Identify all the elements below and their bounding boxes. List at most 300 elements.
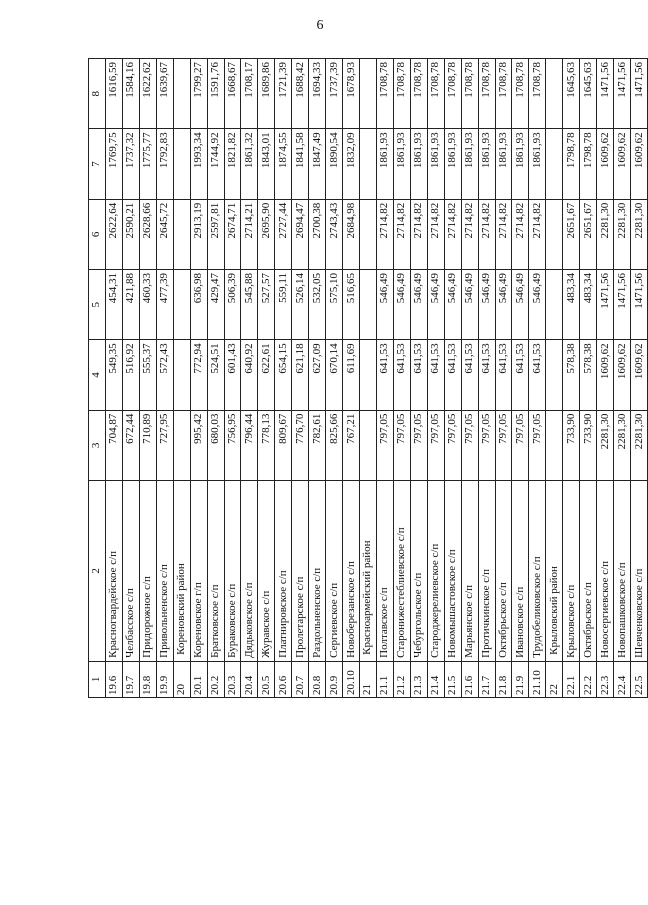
value-cell: 1799,27 <box>190 59 207 129</box>
value-cell: 1843,01 <box>258 129 275 199</box>
row-name: Трудобеликовское с/п <box>529 481 546 662</box>
value-cell: 797,05 <box>461 410 478 480</box>
value-cell: 546,49 <box>495 270 512 340</box>
table-row <box>224 59 241 698</box>
value-cell: 2743,43 <box>326 199 343 269</box>
row-name: Кореновское г/п <box>190 481 207 662</box>
value-cell: 572,43 <box>156 340 173 410</box>
value-cell: 772,94 <box>190 340 207 410</box>
value-cell: 1861,93 <box>427 129 444 199</box>
row-name: Красногвардейское с/п <box>105 481 122 662</box>
row-name: Кореновский район <box>173 481 190 662</box>
value-cell: 680,03 <box>207 410 224 480</box>
row-code: 21.6 <box>461 661 478 697</box>
row-name: Дядьковское с/п <box>241 481 258 662</box>
value-cell: 1861,32 <box>241 129 258 199</box>
value-cell: 549,35 <box>105 340 122 410</box>
value-cell: 756,95 <box>224 410 241 480</box>
value-cell: 2695,90 <box>258 199 275 269</box>
row-code: 22.4 <box>614 661 631 697</box>
value-cell: 1708,17 <box>241 59 258 129</box>
table-row <box>122 59 139 698</box>
header-cell: 1 <box>89 661 106 697</box>
row-name: Новомышастовское с/п <box>444 481 461 662</box>
row-name: Крыловский район <box>546 481 563 662</box>
row-name: Челбасское с/п <box>122 481 139 662</box>
value-cell: 767,21 <box>343 410 360 480</box>
value-cell <box>173 129 190 199</box>
row-name: Платнировское с/п <box>275 481 292 662</box>
row-name: Новоберезанское с/п <box>343 481 360 662</box>
row-code: 22.5 <box>631 661 648 697</box>
table-row <box>461 59 478 698</box>
value-cell: 995,42 <box>190 410 207 480</box>
value-cell: 1689,86 <box>258 59 275 129</box>
row-code: 22 <box>546 661 563 697</box>
table-row <box>631 59 648 698</box>
value-cell: 575,10 <box>326 270 343 340</box>
row-code: 20 <box>173 661 190 697</box>
row-code: 19.9 <box>156 661 173 697</box>
value-cell <box>360 199 377 269</box>
table-row <box>326 59 343 698</box>
table-row <box>207 59 224 698</box>
value-cell: 797,05 <box>427 410 444 480</box>
value-cell: 1841,58 <box>292 129 309 199</box>
value-cell: 2714,82 <box>495 199 512 269</box>
value-cell: 1471,56 <box>631 59 648 129</box>
value-cell <box>173 270 190 340</box>
value-cell: 483,34 <box>563 270 580 340</box>
value-cell: 1798,78 <box>580 129 597 199</box>
row-name: Октябрьское с/п <box>495 481 512 662</box>
row-code: 20.8 <box>309 661 326 697</box>
value-cell: 2700,38 <box>309 199 326 269</box>
value-cell: 654,15 <box>275 340 292 410</box>
value-cell: 2281,30 <box>631 410 648 480</box>
row-name: Октябрьское с/п <box>580 481 597 662</box>
value-cell: 1609,62 <box>597 340 614 410</box>
table-row <box>139 59 156 698</box>
value-cell: 641,53 <box>376 340 393 410</box>
value-cell: 2281,30 <box>597 410 614 480</box>
row-name: Раздольненское с/п <box>309 481 326 662</box>
value-cell: 483,34 <box>580 270 597 340</box>
row-name: Придорожное с/п <box>139 481 156 662</box>
table-row <box>478 59 495 698</box>
tariff-table <box>88 58 648 698</box>
value-cell: 611,69 <box>343 340 360 410</box>
value-cell <box>360 129 377 199</box>
value-cell: 1744,92 <box>207 129 224 199</box>
value-cell: 1861,93 <box>478 129 495 199</box>
value-cell: 2714,82 <box>393 199 410 269</box>
value-cell: 776,70 <box>292 410 309 480</box>
value-cell <box>546 410 563 480</box>
row-code: 21.3 <box>410 661 427 697</box>
value-cell <box>546 340 563 410</box>
value-cell: 506,39 <box>224 270 241 340</box>
value-cell: 601,43 <box>224 340 241 410</box>
value-cell: 809,67 <box>275 410 292 480</box>
value-cell: 1861,93 <box>461 129 478 199</box>
value-cell <box>546 199 563 269</box>
row-code: 20.7 <box>292 661 309 697</box>
row-code: 20.4 <box>241 661 258 697</box>
row-name: Братковское с/п <box>207 481 224 662</box>
value-cell: 1688,42 <box>292 59 309 129</box>
value-cell: 797,05 <box>512 410 529 480</box>
value-cell: 2645,72 <box>156 199 173 269</box>
header-cell: 7 <box>89 129 106 199</box>
value-cell <box>546 59 563 129</box>
table-row <box>597 59 614 698</box>
value-cell: 1668,67 <box>224 59 241 129</box>
row-name: Старонижестеблиевское с/п <box>393 481 410 662</box>
value-cell: 1471,56 <box>614 270 631 340</box>
value-cell: 797,05 <box>376 410 393 480</box>
table-row <box>275 59 292 698</box>
row-name: Пролетарское с/п <box>292 481 309 662</box>
value-cell: 797,05 <box>478 410 495 480</box>
value-cell: 546,49 <box>478 270 495 340</box>
value-cell: 641,53 <box>393 340 410 410</box>
row-name: Новопашковское с/п <box>614 481 631 662</box>
value-cell: 2597,81 <box>207 199 224 269</box>
value-cell: 640,92 <box>241 340 258 410</box>
row-name: Чебургольское с/п <box>410 481 427 662</box>
row-code: 21.5 <box>444 661 461 697</box>
value-cell: 1645,63 <box>580 59 597 129</box>
row-code: 21.9 <box>512 661 529 697</box>
header-row <box>89 59 106 698</box>
value-cell: 2714,82 <box>529 199 546 269</box>
value-cell: 1708,78 <box>393 59 410 129</box>
value-cell: 546,49 <box>529 270 546 340</box>
value-cell: 2651,67 <box>580 199 597 269</box>
value-cell: 1721,39 <box>275 59 292 129</box>
table-row <box>563 59 580 698</box>
table-row <box>427 59 444 698</box>
row-code: 22.2 <box>580 661 597 697</box>
row-code: 20.2 <box>207 661 224 697</box>
row-code: 21 <box>360 661 377 697</box>
value-cell: 636,98 <box>190 270 207 340</box>
value-cell: 641,53 <box>427 340 444 410</box>
row-name: Новосергиевское с/п <box>597 481 614 662</box>
value-cell: 1609,62 <box>614 129 631 199</box>
table-row <box>444 59 461 698</box>
table-row <box>156 59 173 698</box>
row-code: 20.1 <box>190 661 207 697</box>
value-cell: 2684,98 <box>343 199 360 269</box>
row-name: Протичкинское с/п <box>478 481 495 662</box>
value-cell: 1847,49 <box>309 129 326 199</box>
value-cell: 2674,71 <box>224 199 241 269</box>
header-cell: 2 <box>89 481 106 662</box>
value-cell: 641,53 <box>495 340 512 410</box>
value-cell: 1708,78 <box>461 59 478 129</box>
value-cell: 1708,78 <box>444 59 461 129</box>
district-row <box>173 59 190 698</box>
value-cell: 1471,56 <box>631 270 648 340</box>
value-cell: 1708,78 <box>427 59 444 129</box>
value-cell: 1737,39 <box>326 59 343 129</box>
value-cell <box>173 410 190 480</box>
value-cell: 1890,54 <box>326 129 343 199</box>
value-cell: 1708,78 <box>410 59 427 129</box>
value-cell: 2714,82 <box>478 199 495 269</box>
value-cell: 2694,47 <box>292 199 309 269</box>
table-body <box>89 59 648 698</box>
row-code: 22.3 <box>597 661 614 697</box>
value-cell: 1861,93 <box>495 129 512 199</box>
row-name: Полтавское с/п <box>376 481 393 662</box>
value-cell: 526,14 <box>292 270 309 340</box>
row-code: 21.10 <box>529 661 546 697</box>
value-cell <box>173 340 190 410</box>
row-name: Привольненское с/п <box>156 481 173 662</box>
header-cell: 8 <box>89 59 106 129</box>
row-code: 21.1 <box>376 661 393 697</box>
value-cell: 578,38 <box>563 340 580 410</box>
rotated-table-wrapper <box>88 58 648 698</box>
table-row <box>258 59 275 698</box>
row-name: Крыловское с/п <box>563 481 580 662</box>
table-row <box>495 59 512 698</box>
value-cell: 1861,93 <box>512 129 529 199</box>
table-row <box>512 59 529 698</box>
value-cell: 546,49 <box>376 270 393 340</box>
value-cell: 477,39 <box>156 270 173 340</box>
row-code: 21.4 <box>427 661 444 697</box>
value-cell: 2714,82 <box>461 199 478 269</box>
value-cell: 797,05 <box>495 410 512 480</box>
value-cell: 2714,82 <box>512 199 529 269</box>
value-cell <box>360 410 377 480</box>
value-cell: 1609,62 <box>631 340 648 410</box>
row-code: 22.1 <box>563 661 580 697</box>
value-cell: 2590,21 <box>122 199 139 269</box>
table-row <box>343 59 360 698</box>
value-cell: 670,14 <box>326 340 343 410</box>
value-cell: 524,51 <box>207 340 224 410</box>
value-cell: 2628,66 <box>139 199 156 269</box>
value-cell: 2714,21 <box>241 199 258 269</box>
value-cell: 1622,62 <box>139 59 156 129</box>
value-cell: 627,09 <box>309 340 326 410</box>
row-name: Шевченковское с/п <box>631 481 648 662</box>
value-cell: 2622,64 <box>105 199 122 269</box>
value-cell: 2281,30 <box>597 199 614 269</box>
value-cell: 782,61 <box>309 410 326 480</box>
value-cell: 559,11 <box>275 270 292 340</box>
value-cell: 1609,62 <box>597 129 614 199</box>
value-cell: 429,47 <box>207 270 224 340</box>
value-cell: 1609,62 <box>614 340 631 410</box>
value-cell: 2714,82 <box>427 199 444 269</box>
value-cell: 1645,63 <box>563 59 580 129</box>
value-cell: 555,37 <box>139 340 156 410</box>
district-row <box>360 59 377 698</box>
value-cell: 2913,19 <box>190 199 207 269</box>
value-cell: 2714,82 <box>410 199 427 269</box>
value-cell: 2281,30 <box>631 199 648 269</box>
value-cell <box>173 59 190 129</box>
value-cell: 797,05 <box>393 410 410 480</box>
value-cell: 797,05 <box>410 410 427 480</box>
row-code: 20.9 <box>326 661 343 697</box>
table-row <box>614 59 631 698</box>
value-cell: 704,87 <box>105 410 122 480</box>
district-row <box>546 59 563 698</box>
value-cell: 460,33 <box>139 270 156 340</box>
value-cell: 1708,78 <box>512 59 529 129</box>
row-name: Сергиевское с/п <box>326 481 343 662</box>
value-cell: 622,61 <box>258 340 275 410</box>
value-cell: 1861,93 <box>444 129 461 199</box>
row-code: 21.2 <box>393 661 410 697</box>
value-cell: 1821,82 <box>224 129 241 199</box>
table-row <box>190 59 207 698</box>
row-name: Журавское с/п <box>258 481 275 662</box>
page-number: 6 <box>316 18 324 33</box>
table-row <box>105 59 122 698</box>
value-cell: 1861,93 <box>529 129 546 199</box>
table-row <box>376 59 393 698</box>
value-cell: 516,65 <box>343 270 360 340</box>
row-code: 19.8 <box>139 661 156 697</box>
value-cell: 546,49 <box>410 270 427 340</box>
value-cell: 421,88 <box>122 270 139 340</box>
value-cell: 641,53 <box>410 340 427 410</box>
value-cell: 2281,30 <box>614 199 631 269</box>
value-cell: 546,49 <box>461 270 478 340</box>
value-cell: 1616,59 <box>105 59 122 129</box>
value-cell: 1708,78 <box>495 59 512 129</box>
value-cell: 1861,93 <box>393 129 410 199</box>
value-cell: 641,53 <box>512 340 529 410</box>
value-cell: 825,66 <box>326 410 343 480</box>
table-row <box>580 59 597 698</box>
value-cell: 727,95 <box>156 410 173 480</box>
value-cell: 2281,30 <box>614 410 631 480</box>
value-cell: 1584,16 <box>122 59 139 129</box>
value-cell: 1708,78 <box>376 59 393 129</box>
row-code: 20.5 <box>258 661 275 697</box>
row-name: Красноармейский район <box>360 481 377 662</box>
value-cell: 527,57 <box>258 270 275 340</box>
value-cell: 710,89 <box>139 410 156 480</box>
value-cell: 545,88 <box>241 270 258 340</box>
table-row <box>241 59 258 698</box>
table-row <box>529 59 546 698</box>
value-cell: 1639,67 <box>156 59 173 129</box>
value-cell: 778,13 <box>258 410 275 480</box>
value-cell: 1993,34 <box>190 129 207 199</box>
value-cell: 621,18 <box>292 340 309 410</box>
value-cell <box>360 270 377 340</box>
header-cell: 5 <box>89 270 106 340</box>
value-cell: 641,53 <box>529 340 546 410</box>
value-cell: 532,05 <box>309 270 326 340</box>
row-name: Староджерелиевское с/п <box>427 481 444 662</box>
header-cell: 4 <box>89 340 106 410</box>
value-cell: 1471,56 <box>597 59 614 129</box>
value-cell: 796,44 <box>241 410 258 480</box>
row-name: Бураковское с/п <box>224 481 241 662</box>
header-cell: 3 <box>89 410 106 480</box>
row-code: 20.3 <box>224 661 241 697</box>
value-cell <box>173 199 190 269</box>
value-cell: 2714,82 <box>444 199 461 269</box>
value-cell: 1874,55 <box>275 129 292 199</box>
value-cell: 1861,93 <box>376 129 393 199</box>
value-cell: 1609,62 <box>631 129 648 199</box>
header-cell: 6 <box>89 199 106 269</box>
value-cell: 1471,56 <box>614 59 631 129</box>
table-row <box>309 59 326 698</box>
value-cell <box>360 340 377 410</box>
value-cell: 2727,44 <box>275 199 292 269</box>
value-cell: 1798,78 <box>563 129 580 199</box>
value-cell: 1471,56 <box>597 270 614 340</box>
value-cell: 1861,93 <box>410 129 427 199</box>
value-cell: 2651,67 <box>563 199 580 269</box>
value-cell: 797,05 <box>444 410 461 480</box>
value-cell: 578,38 <box>580 340 597 410</box>
value-cell: 2714,82 <box>376 199 393 269</box>
value-cell <box>546 270 563 340</box>
value-cell: 1694,33 <box>309 59 326 129</box>
row-name: Марьянское с/п <box>461 481 478 662</box>
value-cell: 641,53 <box>478 340 495 410</box>
value-cell: 1775,77 <box>139 129 156 199</box>
table-row <box>292 59 309 698</box>
value-cell: 1591,76 <box>207 59 224 129</box>
table-row <box>410 59 427 698</box>
value-cell: 1832,09 <box>343 129 360 199</box>
value-cell <box>546 129 563 199</box>
value-cell: 641,53 <box>444 340 461 410</box>
value-cell: 1737,32 <box>122 129 139 199</box>
row-name: Ивановское с/п <box>512 481 529 662</box>
value-cell: 546,49 <box>512 270 529 340</box>
value-cell: 733,90 <box>563 410 580 480</box>
value-cell: 641,53 <box>461 340 478 410</box>
value-cell: 546,49 <box>393 270 410 340</box>
row-code: 19.7 <box>122 661 139 697</box>
value-cell: 516,92 <box>122 340 139 410</box>
value-cell: 672,44 <box>122 410 139 480</box>
value-cell: 1708,78 <box>529 59 546 129</box>
value-cell <box>360 59 377 129</box>
row-code: 21.8 <box>495 661 512 697</box>
value-cell: 546,49 <box>444 270 461 340</box>
table-row <box>393 59 410 698</box>
value-cell: 1708,78 <box>478 59 495 129</box>
value-cell: 797,05 <box>529 410 546 480</box>
row-code: 20.10 <box>343 661 360 697</box>
rotated-table-container <box>88 58 648 698</box>
value-cell: 546,49 <box>427 270 444 340</box>
value-cell: 454,31 <box>105 270 122 340</box>
value-cell: 733,90 <box>580 410 597 480</box>
value-cell: 1678,93 <box>343 59 360 129</box>
row-code: 19.6 <box>105 661 122 697</box>
row-code: 20.6 <box>275 661 292 697</box>
value-cell: 1792,83 <box>156 129 173 199</box>
